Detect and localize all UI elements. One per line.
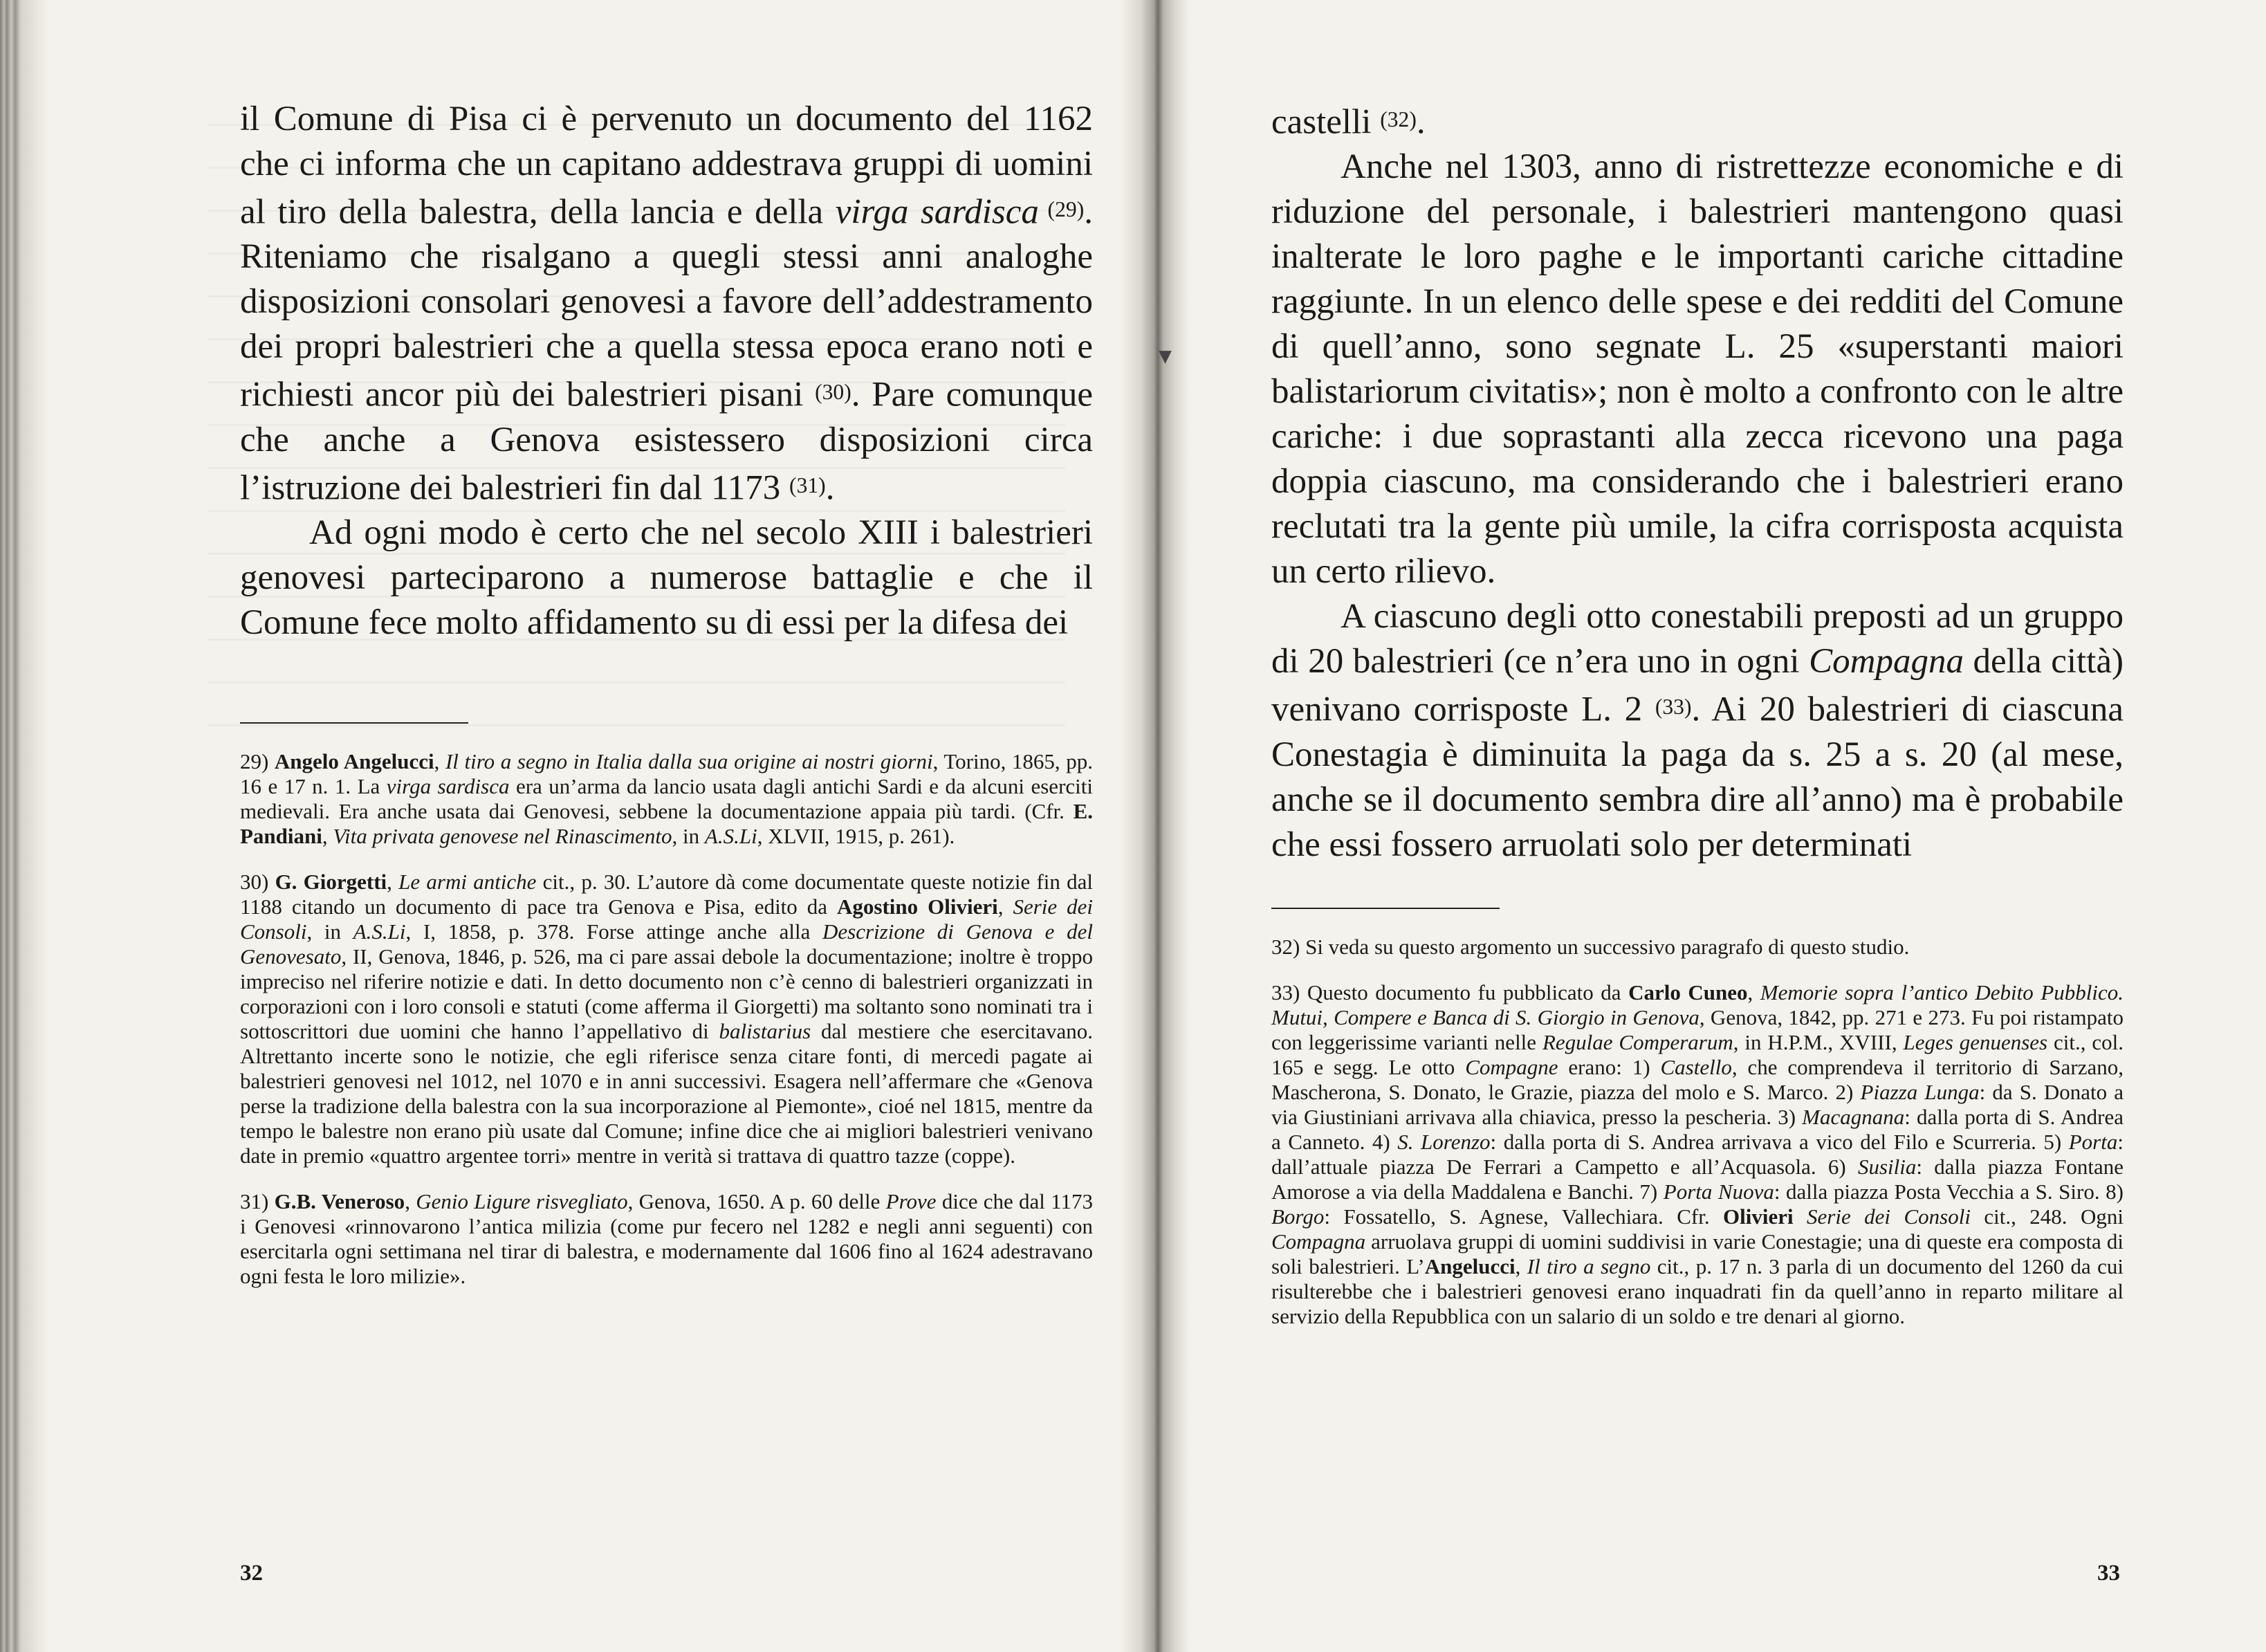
text-run: : Fossatello, S. Agnese, Vallechiara. Cfr. bbox=[1324, 1204, 1724, 1229]
text-run: 29) bbox=[240, 749, 275, 773]
text-run: dice che dal 1173 i Genovesi «rinnovarono l’antica milizia (come pur fecero nel 1282 e negli anni seguenti) con esercitarla ogni settimana nel tirar di balestra, e modernamente dal 1606 fino al 1624 adestravano ogni festa le loro milizie». bbox=[240, 1189, 1094, 1288]
text-run: , in bbox=[672, 824, 705, 848]
text-run: , Genova, 1650. A p. 60 delle bbox=[627, 1189, 886, 1213]
footnote-rule bbox=[240, 722, 468, 724]
text-run: virga sardisca bbox=[386, 774, 510, 798]
text-run: Susilia bbox=[1857, 1155, 1917, 1179]
text-run: . Ai 20 balestrieri di ciascuna Conestagia è diminuita la paga da s. 25 a s. 20 (al mese, anche se il documento sembra dire all’anno) ma è probabile che essi fossero arruolati solo per determinati bbox=[1271, 690, 2124, 864]
footnote-ref: (33) bbox=[1655, 695, 1692, 719]
text-run: , Torino, 1865, pp. 16 e 17 n. 1. La bbox=[240, 749, 1093, 798]
text-run: balistarius bbox=[719, 1019, 811, 1043]
text-run: , che comprendeva il territorio di Sarzano, Mascherona, S. Donato, le Grazie, piazza del molo e S. Marco. 2) bbox=[1271, 1055, 2124, 1104]
main-text-right bbox=[1271, 97, 2124, 868]
text-run: cit., col. 165 e segg. Le otto bbox=[1271, 1030, 2124, 1079]
text-run: cit., p. 30. L’autore dà come documentate queste notizie fin dal 1188 citando un documento di pace tra Genova e Pisa, edito da bbox=[240, 870, 1093, 919]
footnote bbox=[240, 1189, 1093, 1289]
text-run: Porta bbox=[2068, 1130, 2118, 1154]
text-run: Porta Nuova bbox=[1663, 1180, 1774, 1204]
text-run: Agostino Olivieri bbox=[837, 894, 998, 919]
text-run: Il tiro a segno in Italia dalla sua origine ai nostri giorni bbox=[445, 749, 933, 773]
text-run: il Comune di Pisa ci è pervenuto un documento del 1162 che ci informa che un capitano addestrava gruppi di uomini al tiro della balestra, della lancia e della bbox=[240, 100, 1093, 232]
text-run: dal mestiere che esercitavano. Altrettanto incerte sono le notizie, che egli riferisce senza citare fonti, di mercedi pagate ai balestrieri genovesi nel 1012, nel 1070 e in anni successivi. Esagera nell’affermare che «Genova perse la tradizione della balestra con la sua incorporazione al Piemonte», cioé nel 1815, mentre da tempo le balestre non erano più usate dal Comune; infine dice che ai migliori balestrieri venivano date in premio «quattro argentee torri» mentre in verità si trattava di quattro tazze (coppe). bbox=[240, 1019, 1093, 1168]
text-run: cit., 248. Ogni bbox=[1970, 1204, 2124, 1229]
text-run: Prove bbox=[885, 1189, 937, 1213]
text-run: 33) Questo documento fu pubblicato da bbox=[1271, 980, 1629, 1004]
text-run: Genio Ligure risvegliato bbox=[416, 1189, 628, 1213]
text-run: Vita privata genovese nel Rinascimento bbox=[333, 824, 672, 848]
text-run: Il tiro a segno bbox=[1527, 1254, 1651, 1278]
text-run: A ciascuno degli otto conestabili preposti ad un gruppo di 20 balestrieri (ce n’era uno in ogni bbox=[1271, 597, 2124, 681]
text-run: . bbox=[1416, 102, 1426, 142]
footnote-ref: (29) bbox=[1038, 197, 1085, 221]
text-run: S. Lorenzo bbox=[1397, 1130, 1491, 1154]
text-run: : dalla piazza Fontane Amorose a via della Maddalena e Banchi. 7) bbox=[1271, 1155, 2124, 1204]
footnotes-right bbox=[1271, 935, 2124, 1350]
paragraph bbox=[240, 97, 1093, 511]
footnote bbox=[1271, 980, 2124, 1329]
text-run: , bbox=[387, 870, 399, 894]
text-run: Compagna bbox=[1809, 642, 1964, 681]
footnote-ref: (31) bbox=[789, 472, 826, 497]
text-run: , I, 1858, p. 378. Forse attinge anche alla bbox=[405, 919, 823, 944]
text-run: castelli bbox=[1271, 102, 1381, 142]
footnotes-left bbox=[240, 749, 1093, 1310]
paragraph bbox=[1271, 97, 2124, 145]
text-run: E. Pandiani bbox=[240, 799, 1093, 848]
footnote bbox=[1271, 935, 2124, 960]
text-run: Castello bbox=[1660, 1055, 1732, 1079]
text-run: G.B. Veneroso bbox=[274, 1189, 405, 1213]
text-run: Serie dei Consoli bbox=[1807, 1204, 1971, 1229]
text-run bbox=[1794, 1204, 1807, 1229]
text-run: , in bbox=[306, 919, 353, 944]
text-run: Compagne bbox=[1465, 1055, 1558, 1079]
text-run: virga sardisca bbox=[835, 192, 1039, 232]
text-run: Descrizione di Genova e del Genovesato bbox=[240, 919, 1093, 969]
text-run: , bbox=[322, 824, 333, 848]
footnote-rule bbox=[1271, 908, 1500, 909]
gutter-mark: ▾ bbox=[1159, 343, 1172, 369]
text-run: era un’arma da lancio usata dagli antichi Sardi e da alcuni eserciti medievali. Era anche usata dai Genovesi, sebbene la documentazione appaia più tardi. (Cfr. bbox=[240, 774, 1093, 823]
text-run: Carlo Cuneo bbox=[1628, 980, 1748, 1004]
text-run: Memorie sopra l’antico Debito Pubblico. Mutui, Compere e Banca di S. Giorgio in Genova bbox=[1271, 980, 2124, 1029]
text-run: : dalla piazza Posta Vecchia a S. Siro. 8) bbox=[1774, 1180, 2124, 1204]
text-run: erano: 1) bbox=[1558, 1055, 1661, 1079]
text-run: , II, Genova, 1846, p. 526, ma ci pare assai debole la documentazione; inoltre è troppo impreciso nel riferire notizie e dati. In detto documento non c’è cenno di balestrieri organizzati in corporazioni con i loro consoli e statuti (come afferma il Giorgetti) ma soltanto sono nominati tra i sottoscrittori due uomini che hanno l’appellativo di bbox=[240, 944, 1093, 1043]
text-run: A.S.Li bbox=[353, 919, 406, 944]
text-run: : dalla porta di S. Andrea a Canneto. 4) bbox=[1271, 1105, 2124, 1154]
page-number-left: 32 bbox=[240, 1561, 263, 1586]
text-run: arruolava gruppi di uomini suddivisi in varie Conestagie; una di queste era composta di soli balestrieri. L’ bbox=[1271, 1229, 2124, 1278]
text-run: Serie dei Consoli bbox=[240, 894, 1093, 944]
text-run: G. Giorgetti bbox=[275, 870, 387, 894]
text-run: : dall’attuale piazza De Ferrari a Campetto e all’Acquasola. 6) bbox=[1271, 1130, 2124, 1179]
text-run: : dalla porta di S. Andrea arrivava a vico del Filo e Scurreria. 5) bbox=[1490, 1130, 2069, 1154]
footnote bbox=[240, 749, 1093, 849]
text-run: . Riteniamo che risalgano a quegli stessi anni analoghe disposizioni consolari genovesi a favore dell’addestramento dei propri balestrieri che a quella stessa epoca erano noti e richiesti ancor più dei balestrieri pisani bbox=[240, 192, 1093, 414]
book-edge bbox=[0, 0, 48, 1652]
text-run: , bbox=[405, 1189, 416, 1213]
text-run: , Genova, 1842, pp. 271 e 273. Fu poi ristampato con leggerissime varianti nelle bbox=[1271, 1005, 2124, 1054]
text-run: Compagna bbox=[1271, 1229, 1366, 1254]
text-run: Ad ogni modo è certo che nel secolo XIII i balestrieri genovesi parteciparono a numerose battaglie e che il Comune fece molto affidamento su di essi per la difesa dei bbox=[240, 513, 1093, 643]
right-page bbox=[1159, 0, 2266, 1652]
text-run: . bbox=[825, 468, 835, 508]
text-run: Regulae Comperarum bbox=[1542, 1030, 1733, 1054]
text-run: , bbox=[1515, 1254, 1527, 1278]
text-run: Anche nel 1303, anno di ristrettezze economiche e di riduzione del personale, i balestrieri mantengono quasi inalterate le loro paghe e le importanti cariche cittadine raggiunte. In un elenco delle spese e dei redditi del Comune di quell’anno, sono segnate L. 25 «superstanti maiori balistariorum civitatis»; non è molto a confronto con le altre cariche: i due soprastanti alla zecca ricevono una paga doppia ciascuno, ma considerando che i balestrieri erano reclutati tra la gente più umile, la cifra corrisposta acquista un certo rilievo. bbox=[1271, 147, 2124, 591]
text-run: , in H.P.M., XVIII, bbox=[1733, 1030, 1904, 1054]
text-run: , bbox=[1747, 980, 1760, 1004]
paragraph bbox=[1271, 145, 2124, 594]
paragraph bbox=[1271, 594, 2124, 867]
text-run: , bbox=[997, 894, 1013, 919]
text-run: , XLVII, 1915, p. 261). bbox=[757, 824, 955, 848]
paragraph bbox=[240, 511, 1093, 645]
text-run: Borgo bbox=[1271, 1204, 1325, 1229]
text-run: Angelo Angelucci bbox=[274, 749, 434, 773]
text-run: cit., p. 17 n. 3 parla di un documento del 1260 da cui risulterebbe che i balestrieri genovesi erano inquadrati fin da quell’anno in reparto militare al servizio della Repubblica con un salario di un soldo e tre denari al giorno. bbox=[1271, 1254, 2124, 1328]
book-gutter bbox=[1121, 0, 1190, 1652]
text-run: 30) bbox=[240, 870, 275, 894]
text-run: : da S. Donato a via Giustiniani arrivava alla chiavica, presso la pescheria. 3) bbox=[1271, 1080, 2124, 1129]
text-run: Piazza Lunga bbox=[1860, 1080, 1980, 1104]
footnote bbox=[240, 870, 1093, 1168]
footnote-ref: (32) bbox=[1380, 107, 1417, 131]
text-run: Angelucci bbox=[1424, 1254, 1516, 1278]
footnote-ref: (30) bbox=[815, 380, 851, 405]
main-text-left bbox=[240, 97, 1093, 645]
text-run: 31) bbox=[240, 1189, 275, 1213]
text-run: . Pare comunque che anche a Genova esistessero disposizioni circa l’istruzione dei balestrieri fin dal 1173 bbox=[240, 375, 1094, 508]
text-run: , bbox=[434, 749, 445, 773]
text-run: della città) venivano corrisposte L. 2 bbox=[1271, 642, 2124, 729]
text-run: Olivieri bbox=[1723, 1204, 1794, 1229]
page-number-right: 33 bbox=[2097, 1561, 2120, 1586]
text-run: Macagnana bbox=[1802, 1105, 1905, 1129]
text-run: 32) Si veda su questo argomento un successivo paragrafo di questo studio. bbox=[1271, 935, 1910, 959]
text-run: A.S.Li bbox=[704, 824, 757, 848]
text-run: Leges genuenses bbox=[1903, 1030, 2048, 1054]
text-run: Le armi antiche bbox=[398, 870, 537, 894]
